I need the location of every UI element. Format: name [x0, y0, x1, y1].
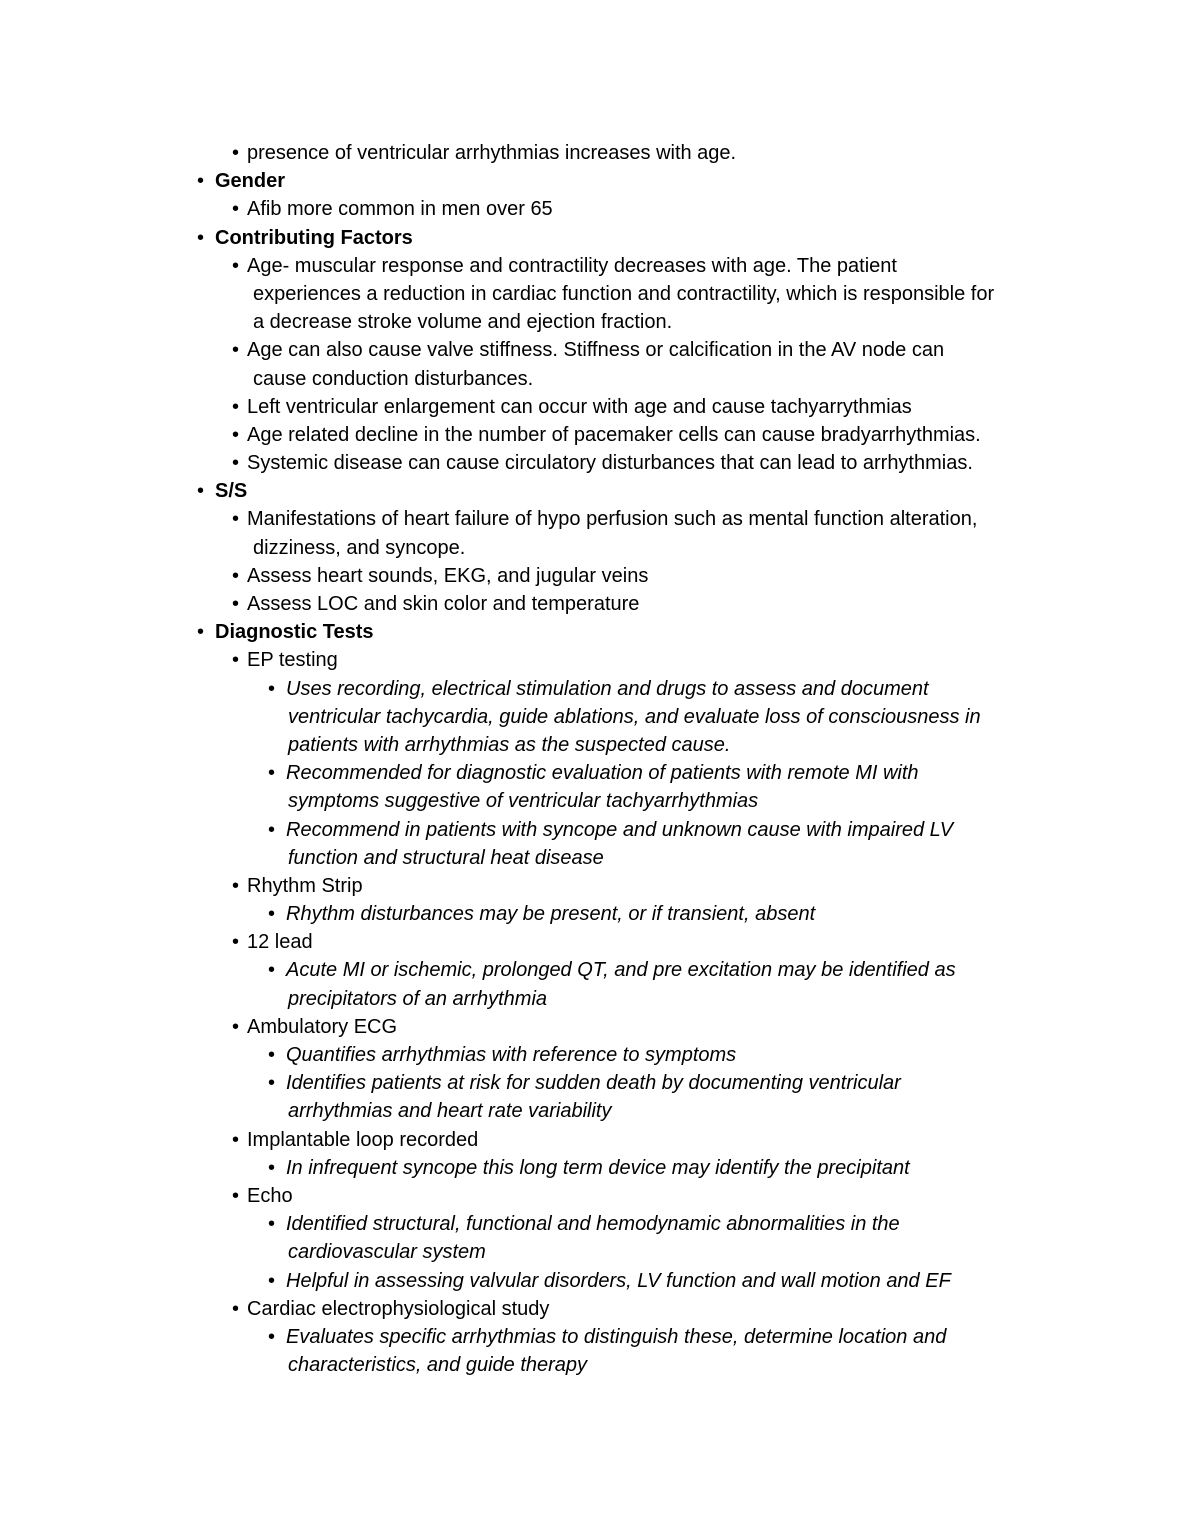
outline-item-level-2	[0, 195, 1190, 223]
outline-text: presence of ventricular arrhythmias increases with age.	[247, 142, 737, 164]
bullet-icon: •	[232, 931, 240, 954]
outline-continuation-line	[0, 985, 1190, 1013]
outline-text: Helpful in assessing valvular disorders, LV function and wall motion and EF	[286, 1269, 951, 1292]
outline-item-level-2	[0, 139, 1190, 167]
outline-item-level-2	[0, 590, 1190, 618]
bullet-icon: •	[197, 480, 205, 503]
document-page	[0, 139, 1190, 1379]
outline-item-level-3	[0, 675, 1190, 703]
outline-item-level-3	[0, 1267, 1190, 1295]
outline-item-level-3	[0, 900, 1190, 928]
bullet-icon: •	[232, 254, 240, 277]
outline-item-level-1	[0, 167, 1190, 195]
outline-text: Acute MI or ischemic, prolonged QT, and pre excitation may be identified as	[286, 959, 956, 982]
outline-text: Identified structural, functional and hemodynamic abnormalities in the	[286, 1213, 900, 1236]
bullet-icon: •	[232, 423, 240, 446]
outline-text: Evaluates specific arrhythmias to distinguish these, determine location and	[286, 1325, 947, 1348]
outline-text: ventricular tachycardia, guide ablations, and evaluate loss of consciousness in	[288, 705, 981, 728]
bullet-icon: •	[197, 226, 205, 249]
outline-text: function and structural heat disease	[288, 846, 604, 869]
outline-text: In infrequent syncope this long term device may identify the precipitant	[286, 1156, 910, 1179]
outline-continuation-line	[0, 731, 1190, 759]
outline-text: Age related decline in the number of pacemaker cells can cause bradyarrhythmias.	[247, 423, 981, 446]
outline-text: 12 lead	[247, 931, 313, 954]
outline-item-level-2	[0, 252, 1190, 280]
outline-item-level-1	[0, 618, 1190, 646]
bullet-icon: •	[268, 903, 276, 926]
bullet-icon: •	[268, 818, 276, 841]
outline-item-level-3	[0, 1323, 1190, 1351]
bullet-icon: •	[268, 762, 276, 785]
outline-item-level-3	[0, 1154, 1190, 1182]
outline-text: Implantable loop recorded	[247, 1128, 479, 1151]
outline-item-level-2	[0, 1126, 1190, 1154]
outline-text: cause conduction disturbances.	[253, 367, 534, 390]
bullet-icon: •	[197, 170, 205, 193]
outline-item-level-2	[0, 646, 1190, 674]
outline-text: cardiovascular system	[288, 1241, 486, 1264]
outline-continuation-line	[0, 844, 1190, 872]
outline-text: Systemic disease can cause circulatory disturbances that can lead to arrhythmias.	[247, 452, 973, 475]
bullet-icon: •	[268, 959, 276, 982]
outline-item-level-2	[0, 505, 1190, 533]
outline-continuation-line	[0, 1097, 1190, 1125]
bullet-icon: •	[268, 1269, 276, 1292]
outline-item-level-2	[0, 449, 1190, 477]
outline-text: Ambulatory ECG	[247, 1015, 398, 1038]
outline-item-level-2	[0, 336, 1190, 364]
outline-text: S/S	[215, 480, 248, 503]
outline-item-level-3	[0, 816, 1190, 844]
bullet-icon: •	[268, 1044, 276, 1066]
bullet-icon: •	[268, 1072, 276, 1095]
bullet-icon: •	[232, 1297, 240, 1320]
outline-item-level-2	[0, 928, 1190, 956]
outline-item-level-2	[0, 1013, 1190, 1041]
outline-item-level-1	[0, 224, 1190, 252]
outline-item-level-2	[0, 393, 1190, 421]
outline-item-level-2	[0, 1295, 1190, 1323]
outline-continuation-line	[0, 280, 1190, 308]
outline-text: Assess LOC and skin color and temperature	[247, 593, 640, 615]
outline-text: Manifestations of heart failure of hypo perfusion such as mental function alteration,	[247, 508, 978, 531]
bullet-icon: •	[232, 1128, 240, 1151]
outline-text: Contributing Factors	[215, 226, 413, 249]
outline-continuation-line	[0, 1351, 1190, 1379]
bullet-icon: •	[268, 1213, 276, 1236]
outline-item-level-2	[0, 421, 1190, 449]
outline-item-level-3	[0, 1210, 1190, 1238]
outline-text: Rhythm Strip	[247, 874, 363, 897]
outline-text: Rhythm disturbances may be present, or if transient, absent	[286, 903, 816, 926]
outline-text: Diagnostic Tests	[215, 621, 374, 644]
outline-continuation-line	[0, 308, 1190, 336]
outline-text: Recommend in patients with syncope and unknown cause with impaired LV	[286, 818, 954, 841]
outline-item-level-3	[0, 956, 1190, 984]
outline-continuation-line	[0, 1238, 1190, 1266]
outline-item-level-3	[0, 759, 1190, 787]
outline-text: dizziness, and syncope.	[253, 536, 466, 559]
bullet-icon: •	[232, 395, 240, 418]
outline-text: EP testing	[247, 649, 338, 672]
bullet-icon: •	[268, 1325, 276, 1348]
outline-item-level-2	[0, 562, 1190, 590]
outline-item-level-2	[0, 872, 1190, 900]
outline-continuation-line	[0, 703, 1190, 731]
bullet-icon: •	[232, 339, 240, 362]
bullet-icon: •	[232, 1015, 240, 1038]
bullet-icon: •	[268, 1156, 276, 1179]
bullet-icon: •	[232, 198, 240, 221]
outline-text: Quantifies arrhythmias with reference to symptoms	[286, 1044, 737, 1066]
bullet-icon: •	[232, 564, 240, 587]
outline-text: Gender	[215, 170, 286, 193]
bullet-icon: •	[232, 452, 240, 475]
bullet-icon: •	[232, 1184, 240, 1207]
outline-text: Afib more common in men over 65	[247, 198, 553, 221]
outline-text: arrhythmias and heart rate variability	[288, 1100, 612, 1123]
outline-text: a decrease stroke volume and ejection fraction.	[253, 311, 673, 334]
outline-text: Identifies patients at risk for sudden death by documenting ventricular	[286, 1072, 901, 1095]
outline-item-level-3	[0, 1069, 1190, 1097]
outline-text: Assess heart sounds, EKG, and jugular veins	[247, 564, 649, 587]
outline-item-level-1	[0, 477, 1190, 505]
outline-text: characteristics, and guide therapy	[288, 1354, 588, 1377]
outline-item-level-2	[0, 1182, 1190, 1210]
outline-text: patients with arrhythmias as the suspected cause.	[288, 733, 731, 756]
outline-text: Echo	[247, 1184, 293, 1207]
bullet-icon: •	[268, 677, 276, 700]
bullet-icon: •	[232, 874, 240, 897]
outline-text: Cardiac electrophysiological study	[247, 1297, 550, 1320]
bullet-icon: •	[232, 593, 240, 615]
outline-text: precipitators of an arrhythmia	[288, 987, 548, 1010]
outline-text: Recommended for diagnostic evaluation of patients with remote MI with	[286, 762, 919, 785]
outline-text: Left ventricular enlargement can occur with age and cause tachyarrythmias	[247, 395, 912, 418]
outline-continuation-line	[0, 365, 1190, 393]
bullet-icon: •	[197, 621, 205, 644]
bullet-icon: •	[232, 142, 240, 164]
outline-item-level-3	[0, 1041, 1190, 1069]
outline-continuation-line	[0, 534, 1190, 562]
outline-text: symptoms suggestive of ventricular tachyarrhythmias	[288, 790, 759, 813]
outline-text: experiences a reduction in cardiac function and contractility, which is responsible for	[253, 282, 995, 305]
bullet-icon: •	[232, 508, 240, 531]
outline-text: Age can also cause valve stiffness. Stiffness or calcification in the AV node can	[247, 339, 945, 362]
outline-continuation-line	[0, 787, 1190, 815]
bullet-icon: •	[232, 649, 240, 672]
outline-text: Uses recording, electrical stimulation and drugs to assess and document	[286, 677, 929, 700]
outline-text: Age- muscular response and contractility decreases with age. The patient	[247, 254, 897, 277]
